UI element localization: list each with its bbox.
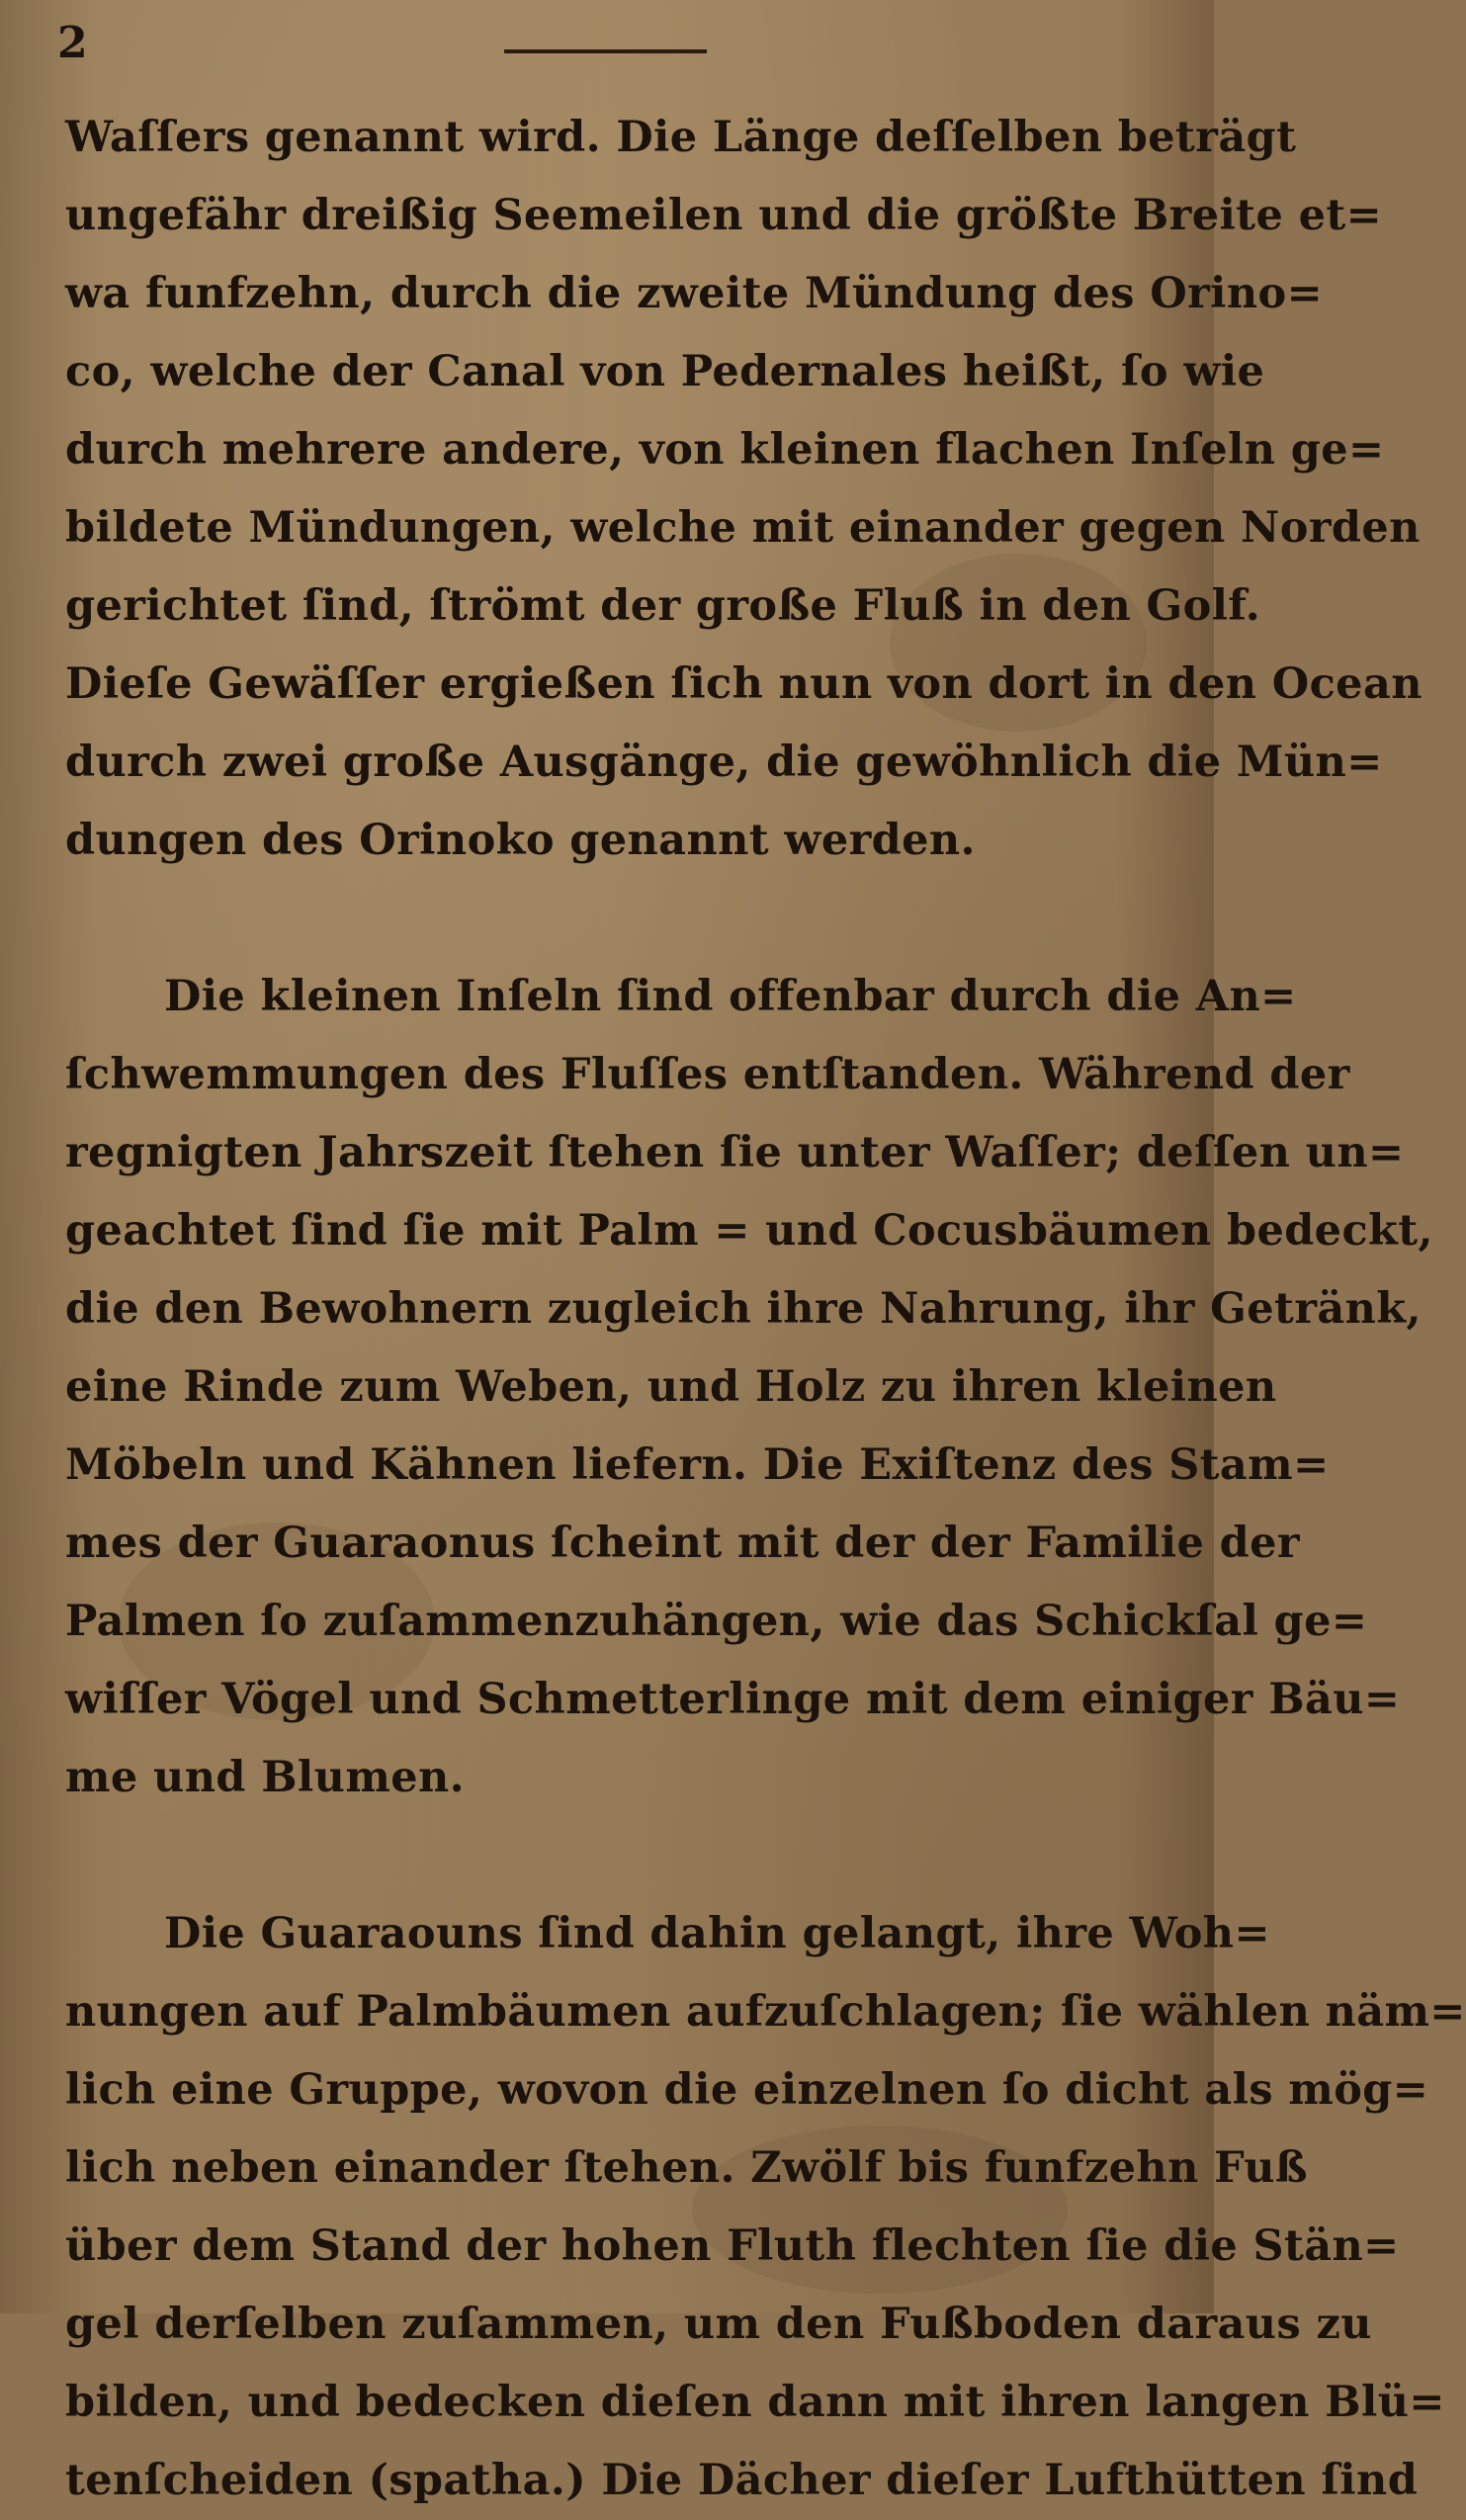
text-line: regnigten Jahrszeit ſtehen ſie unter Waſſer; deſſen un= bbox=[65, 1128, 1405, 1177]
text-line: dungen des Orinoko genannt werden. bbox=[65, 816, 976, 865]
text-line: co, welche der Canal von Pedernales heißt, ſo wie bbox=[65, 347, 1265, 396]
text-line: Möbeln und Kähnen liefern. Die Exiſtenz des Stam= bbox=[65, 1440, 1330, 1490]
text-line: ſchwemmungen des Fluſſes entſtanden. Während der bbox=[65, 1050, 1350, 1099]
text-line: ungefähr dreißig Seemeilen und die größte Breite et= bbox=[65, 191, 1383, 240]
text-line: lich neben einander ſtehen. Zwölf bis funfzehn Fuß bbox=[65, 2143, 1309, 2193]
text-line: me und Blumen. bbox=[65, 1753, 466, 1802]
text-line: eine Rinde zum Weben, und Holz zu ihren kleinen bbox=[65, 1362, 1277, 1412]
page-number: 2 bbox=[57, 18, 88, 68]
text-line: bildete Mündungen, welche mit einander gegen Norden bbox=[65, 503, 1421, 553]
text-line: Waſſers genannt wird. Die Länge deſſelben beträgt bbox=[65, 113, 1297, 162]
text-line: bilden, und bedecken dieſen dann mit ihren langen Blü= bbox=[65, 2378, 1445, 2427]
text-line: geachtet ſind ſie mit Palm = und Cocusbäumen bedeckt, bbox=[65, 1206, 1433, 1256]
text-line: gel derſelben zuſammen, um den Fußboden daraus zu bbox=[65, 2300, 1372, 2349]
text-line: durch zwei große Ausgänge, die gewöhnlich die Mün= bbox=[65, 738, 1383, 787]
text-line: die den Bewohnern zugleich ihre Nahrung, ihr Getränk, bbox=[65, 1284, 1422, 1334]
text-line: Die Guaraouns ſind dahin gelangt, ihre Woh= bbox=[164, 1909, 1270, 1958]
text-line: mes der Guaraonus ſcheint mit der der Familie der bbox=[65, 1519, 1300, 1568]
page-header bbox=[0, 0, 1214, 89]
text-line: über dem Stand der hohen Fluth flechten ſie die Stän= bbox=[65, 2221, 1400, 2271]
text-line: durch mehrere andere, von kleinen flachen Inſeln ge= bbox=[65, 425, 1385, 475]
paragraph-gap bbox=[65, 880, 1170, 958]
text-line: Dieſe Gewäſſer ergießen ſich nun von dort in den Ocean bbox=[65, 659, 1423, 709]
text-line: tenſcheiden (spatha.) Die Dächer dieſer Lufthütten ſind bbox=[65, 2456, 1419, 2505]
text-line: gerichtet ſind, ſtrömt der große Fluß in den Golf. bbox=[65, 581, 1261, 631]
text-line: Palmen ſo zuſammenzuhängen, wie das Schickſal ge= bbox=[65, 1597, 1368, 1646]
text-line: lich eine Gruppe, wovon die einzelnen ſo dicht als mög= bbox=[65, 2065, 1429, 2115]
text-line: Die kleinen Inſeln ſind offenbar durch die An= bbox=[164, 972, 1297, 1021]
text-line: wa funfzehn, durch die zweite Mündung des Orino= bbox=[65, 269, 1324, 318]
text-line: nungen auf Palmbäumen aufzuſchlagen; ſie wählen näm= bbox=[65, 1987, 1466, 2037]
text-line: wiſſer Vögel und Schmetterlinge mit dem einiger Bäu= bbox=[65, 1675, 1401, 1724]
body-text bbox=[65, 99, 1466, 2520]
paragraph-gap bbox=[65, 1817, 1170, 1895]
header-rule bbox=[504, 49, 707, 53]
